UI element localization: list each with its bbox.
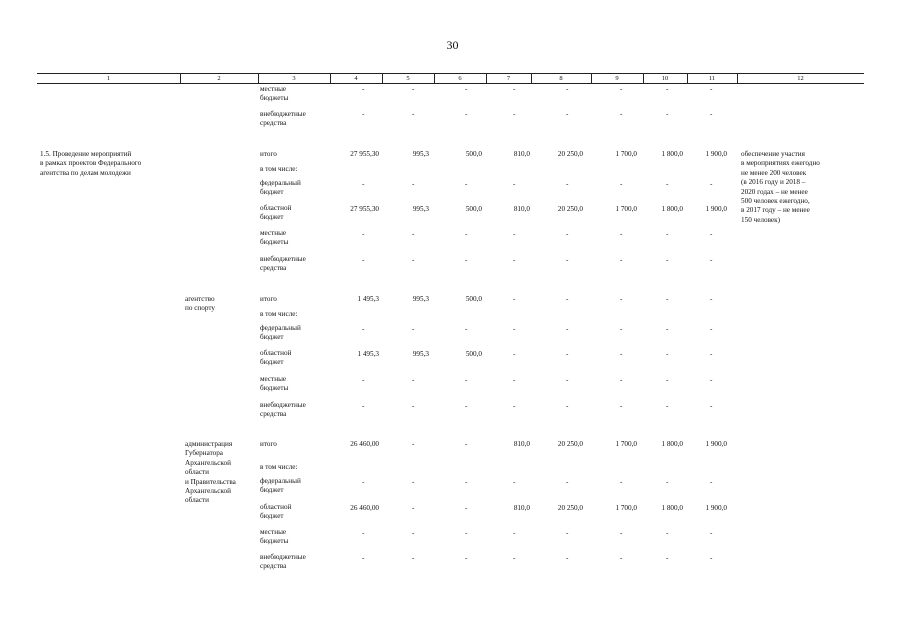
- empty-value-dash: -: [620, 256, 623, 264]
- empty-value-dash: -: [513, 376, 516, 384]
- header-col-9: 9: [615, 75, 619, 82]
- empty-value-dash: -: [513, 230, 516, 238]
- empty-value-dash: -: [566, 350, 569, 358]
- value-cell: 1 800,0: [661, 205, 683, 213]
- empty-value-dash: -: [710, 478, 713, 486]
- row-label-total: итого: [260, 150, 277, 158]
- row-label-extra: внебюджетные средства: [260, 110, 306, 128]
- empty-value-dash: -: [465, 402, 468, 410]
- value-cell: 500,0: [465, 205, 482, 213]
- header-col-1: 1: [106, 75, 111, 82]
- empty-value-dash: -: [710, 230, 713, 238]
- empty-value-dash: -: [666, 376, 669, 384]
- empty-value-dash: -: [566, 110, 569, 118]
- empty-value-dash: -: [620, 295, 623, 303]
- empty-value-dash: -: [412, 402, 415, 410]
- value-cell: 810,0: [513, 440, 530, 448]
- empty-value-dash: -: [666, 554, 669, 562]
- empty-value-dash: -: [465, 325, 468, 333]
- empty-value-dash: -: [666, 350, 669, 358]
- value-cell: 995,3: [412, 150, 429, 158]
- empty-value-dash: -: [666, 230, 669, 238]
- row-label-federal: федеральный бюджет: [260, 477, 301, 495]
- empty-value-dash: -: [710, 402, 713, 410]
- value-cell: 27 955,30: [350, 205, 379, 213]
- value-cell: 26 460,00: [350, 504, 379, 512]
- empty-value-dash: -: [412, 110, 415, 118]
- empty-value-dash: -: [710, 295, 713, 303]
- value-cell: 810,0: [513, 205, 530, 213]
- empty-value-dash: -: [710, 325, 713, 333]
- page-number: 30: [446, 38, 459, 52]
- empty-value-dash: -: [566, 529, 569, 537]
- empty-value-dash: -: [513, 350, 516, 358]
- empty-value-dash: -: [513, 180, 516, 188]
- executor-sport-agency: агентство по спорту: [185, 295, 216, 313]
- empty-value-dash: -: [566, 180, 569, 188]
- empty-value-dash: -: [362, 529, 365, 537]
- empty-value-dash: -: [566, 478, 569, 486]
- row-label-local: местные бюджеты: [260, 229, 289, 247]
- empty-value-dash: -: [620, 554, 623, 562]
- value-cell: 500,0: [465, 150, 482, 158]
- empty-value-dash: -: [465, 110, 468, 118]
- empty-value-dash: -: [710, 376, 713, 384]
- empty-value-dash: -: [362, 554, 365, 562]
- empty-value-dash: -: [666, 529, 669, 537]
- empty-value-dash: -: [710, 350, 713, 358]
- value-cell: 810,0: [513, 504, 530, 512]
- empty-value-dash: -: [710, 529, 713, 537]
- empty-value-dash: -: [412, 554, 415, 562]
- empty-value-dash: -: [362, 325, 365, 333]
- value-cell: 1 700,0: [615, 150, 637, 158]
- row-label-regional: областной бюджет: [260, 503, 292, 521]
- value-cell: 1 800,0: [661, 150, 683, 158]
- value-cell: 20 250,0: [557, 440, 583, 448]
- empty-value-dash: -: [412, 85, 415, 93]
- table-header: [37, 73, 864, 84]
- empty-value-dash: -: [566, 325, 569, 333]
- empty-value-dash: -: [362, 230, 365, 238]
- value-cell: 1 700,0: [615, 504, 637, 512]
- value-cell: 26 460,00: [350, 440, 379, 448]
- value-cell: 1 800,0: [661, 504, 683, 512]
- empty-value-dash: -: [710, 256, 713, 264]
- empty-value-dash: -: [666, 85, 669, 93]
- empty-value-dash: -: [710, 85, 713, 93]
- value-cell: 1 700,0: [615, 440, 637, 448]
- empty-value-dash: -: [566, 230, 569, 238]
- empty-value-dash: -: [620, 376, 623, 384]
- measure-title: 1.5. Проведение мероприятий в рамках проектов Федерального агентства по делам молодежи: [40, 150, 142, 177]
- empty-value-dash: -: [513, 478, 516, 486]
- header-col-12: 12: [797, 75, 804, 82]
- row-label-incl: в том числе:: [260, 310, 298, 318]
- value-cell: 995,3: [412, 350, 429, 358]
- row-label-local: местные бюджеты: [260, 375, 289, 393]
- row-label-regional: областной бюджет: [260, 204, 292, 222]
- empty-value-dash: -: [362, 85, 365, 93]
- header-col-8: 8: [559, 75, 563, 82]
- executor-governor-administration: администрация Губернатора Архангельской области и Правительства Архангельской области: [185, 440, 236, 505]
- empty-value-dash: -: [465, 554, 468, 562]
- empty-value-dash: -: [620, 478, 623, 486]
- empty-value-dash: -: [666, 180, 669, 188]
- empty-value-dash: -: [465, 478, 468, 486]
- row-label-federal: федеральный бюджет: [260, 324, 301, 342]
- header-col-4: 4: [354, 75, 358, 82]
- empty-value-dash: -: [465, 85, 468, 93]
- empty-value-dash: -: [620, 230, 623, 238]
- empty-value-dash: -: [513, 554, 516, 562]
- value-cell: 20 250,0: [557, 504, 583, 512]
- value-cell: 1 700,0: [615, 205, 637, 213]
- empty-value-dash: -: [465, 256, 468, 264]
- row-label-extra: внебюджетные средства: [260, 255, 306, 273]
- empty-value-dash: -: [412, 325, 415, 333]
- empty-value-dash: -: [620, 529, 623, 537]
- empty-value-dash: -: [710, 554, 713, 562]
- empty-value-dash: -: [710, 110, 713, 118]
- value-cell: 1 495,3: [357, 350, 379, 358]
- empty-value-dash: -: [362, 256, 365, 264]
- empty-value-dash: -: [513, 325, 516, 333]
- row-label-federal: федеральный бюджет: [260, 179, 301, 197]
- empty-value-dash: -: [513, 402, 516, 410]
- header-col-2: 2: [217, 75, 221, 82]
- value-cell: 995,3: [412, 205, 429, 213]
- row-label-regional: областной бюджет: [260, 349, 292, 367]
- empty-value-dash: -: [666, 295, 669, 303]
- empty-value-dash: -: [412, 440, 415, 448]
- value-cell: 810,0: [513, 150, 530, 158]
- value-cell: 20 250,0: [557, 150, 583, 158]
- row-label-local: местные бюджеты: [260, 528, 289, 546]
- empty-value-dash: -: [412, 256, 415, 264]
- value-cell: 20 250,0: [557, 205, 583, 213]
- header-col-6: 6: [458, 75, 462, 82]
- header-col-5: 5: [406, 75, 410, 82]
- empty-value-dash: -: [465, 529, 468, 537]
- header-col-11: 11: [708, 75, 716, 82]
- row-label-extra: внебюджетные средства: [260, 553, 306, 571]
- header-col-3: 3: [292, 75, 296, 82]
- header-col-10: 10: [661, 75, 669, 82]
- empty-value-dash: -: [620, 180, 623, 188]
- value-cell: 500,0: [465, 295, 482, 303]
- empty-value-dash: -: [566, 85, 569, 93]
- empty-value-dash: -: [513, 295, 516, 303]
- empty-value-dash: -: [666, 402, 669, 410]
- empty-value-dash: -: [362, 180, 365, 188]
- empty-value-dash: -: [465, 376, 468, 384]
- value-cell: 1 900,0: [705, 205, 727, 213]
- value-cell: 27 955,30: [350, 150, 379, 158]
- empty-value-dash: -: [465, 504, 468, 512]
- header-col-7: 7: [506, 75, 511, 82]
- empty-value-dash: -: [666, 478, 669, 486]
- empty-value-dash: -: [566, 295, 569, 303]
- empty-value-dash: -: [620, 325, 623, 333]
- empty-value-dash: -: [620, 110, 623, 118]
- empty-value-dash: -: [362, 376, 365, 384]
- empty-value-dash: -: [362, 478, 365, 486]
- empty-value-dash: -: [465, 230, 468, 238]
- empty-value-dash: -: [412, 529, 415, 537]
- empty-value-dash: -: [362, 110, 365, 118]
- empty-value-dash: -: [513, 110, 516, 118]
- row-label-incl: в том числе:: [260, 463, 298, 471]
- value-cell: 1 900,0: [705, 504, 727, 512]
- value-cell: 1 495,3: [357, 295, 379, 303]
- row-label-total: итого: [260, 295, 277, 303]
- value-cell: 1 900,0: [705, 150, 727, 158]
- value-cell: 1 900,0: [705, 440, 727, 448]
- empty-value-dash: -: [666, 256, 669, 264]
- expected-result: обеспечение участия в мероприятиях ежегодно не менее 200 человек (в 2016 году и 2018 – 2020 годах – не менее 500 человек ежегодно, в 2017 году – не менее 150 человек): [741, 150, 820, 224]
- empty-value-dash: -: [513, 256, 516, 264]
- empty-value-dash: -: [566, 376, 569, 384]
- empty-value-dash: -: [412, 230, 415, 238]
- empty-value-dash: -: [666, 110, 669, 118]
- empty-value-dash: -: [412, 478, 415, 486]
- row-label-extra: внебюджетные средства: [260, 401, 306, 419]
- empty-value-dash: -: [566, 402, 569, 410]
- empty-value-dash: -: [513, 85, 516, 93]
- empty-value-dash: -: [620, 402, 623, 410]
- empty-value-dash: -: [710, 180, 713, 188]
- empty-value-dash: -: [620, 350, 623, 358]
- empty-value-dash: -: [666, 325, 669, 333]
- row-label-local: местные бюджеты: [260, 85, 289, 103]
- empty-value-dash: -: [412, 180, 415, 188]
- row-label-incl: в том числе:: [260, 165, 298, 173]
- value-cell: 1 800,0: [661, 440, 683, 448]
- empty-value-dash: -: [513, 529, 516, 537]
- empty-value-dash: -: [412, 376, 415, 384]
- row-label-total: итого: [260, 440, 277, 448]
- empty-value-dash: -: [566, 554, 569, 562]
- empty-value-dash: -: [620, 85, 623, 93]
- empty-value-dash: -: [465, 180, 468, 188]
- empty-value-dash: -: [566, 256, 569, 264]
- value-cell: 995,3: [412, 295, 429, 303]
- empty-value-dash: -: [465, 440, 468, 448]
- value-cell: 500,0: [465, 350, 482, 358]
- empty-value-dash: -: [412, 504, 415, 512]
- empty-value-dash: -: [362, 402, 365, 410]
